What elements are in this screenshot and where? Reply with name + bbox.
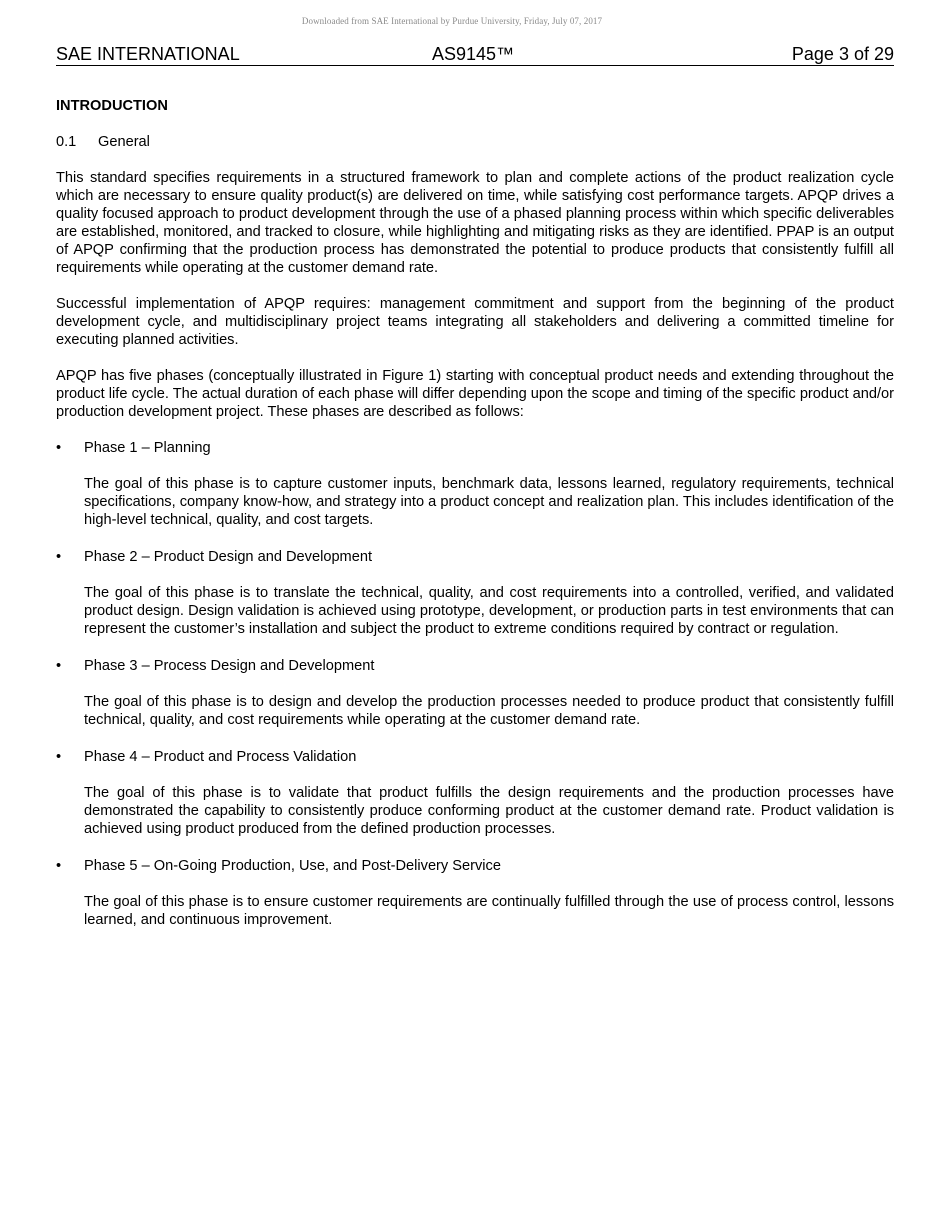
- section-heading: [56, 133, 894, 151]
- bullet-icon: •: [56, 658, 62, 674]
- phase-title: [56, 439, 894, 457]
- paragraph-3: APQP has five phases (conceptually illustrated in Figure 1) starting with conceptual product needs and extending throughout the product life cycle. The actual duration of each phase will differ depending upon the scope and timing of the specific product and/or production development project. These phases are described as follows:: [56, 368, 894, 420]
- phase-title: [56, 657, 894, 675]
- phase-item: [56, 657, 894, 729]
- introduction-heading: INTRODUCTION: [56, 98, 168, 114]
- phase-description: The goal of this phase is to validate that product fulfills the design requirements and the production processes have demonstrated the capability to consistently produce conforming product at the customer demand rate. Product validation is achieved using product produced from the defined production processes.: [84, 785, 894, 837]
- phase-description: The goal of this phase is to translate the technical, quality, and cost requirements into a controlled, verified, and validated product design. Design validation is achieved using prototype, development, or production parts in test environments that can represent the customer’s installation and subject the product to extreme conditions required by contract or regulation.: [84, 585, 894, 637]
- phase-item: [56, 857, 894, 929]
- document-body: [56, 97, 894, 948]
- phase-title-text: Phase 2 – Product Design and Development: [84, 549, 372, 565]
- section-title: General: [98, 134, 150, 150]
- phase-title: [56, 857, 894, 875]
- phase-description: The goal of this phase is to ensure customer requirements are continually fulfilled through the use of process control, lessons learned, and continuous improvement.: [84, 894, 894, 928]
- bullet-icon: •: [56, 440, 62, 456]
- bullet-icon: •: [56, 749, 62, 765]
- phase-title: [56, 548, 894, 566]
- page-header: [56, 43, 894, 66]
- paragraph-2: Successful implementation of APQP requires: management commitment and support from the beginning of the product development cycle, and multidisciplinary project teams integrating all stakeholders and delivering a committed timeline for executing planned activities.: [56, 296, 894, 348]
- phase-title-text: Phase 5 – On-Going Production, Use, and Post-Delivery Service: [84, 858, 501, 874]
- phase-title-text: Phase 4 – Product and Process Validation: [84, 749, 357, 765]
- paragraph-1: This standard specifies requirements in a structured framework to plan and complete actions of the product realization cycle which are necessary to ensure quality product(s) are delivered on time, while satisfying cost performance targets. APQP drives a quality focused approach to product development through the use of a phased planning process within which specific deliverables are established, monitored, and tracked to closure, while highlighting and mitigating risks as they are identified. PPAP is an output of APQP confirming that the production process has demonstrated the potential to produce products that consistently fulfill all requirements while operating at the customer demand rate.: [56, 170, 894, 276]
- bullet-icon: •: [56, 549, 62, 565]
- phase-title-text: Phase 3 – Process Design and Development: [84, 658, 375, 674]
- bullet-icon: •: [56, 858, 62, 874]
- phase-description: The goal of this phase is to capture customer inputs, benchmark data, lessons learned, regulatory requirements, technical specifications, company know-how, and strategy into a product concept and realization plan. This includes identification of the high-level technical, quality, and cost targets.: [84, 476, 894, 528]
- phase-item: [56, 748, 894, 838]
- phase-title: [56, 748, 894, 766]
- section-number: 0.1: [56, 134, 77, 150]
- phase-item: [56, 439, 894, 529]
- phase-description: The goal of this phase is to design and develop the production processes needed to produce product that consistently fulfill technical, quality, and cost requirements while operating at the customer demand rate.: [84, 694, 894, 728]
- download-watermark: Downloaded from SAE International by Purdue University, Friday, July 07, 2017: [301, 16, 603, 26]
- header-document-id: AS9145™: [432, 44, 515, 64]
- header-page-number: Page 3 of 29: [791, 44, 894, 64]
- header-organization: SAE INTERNATIONAL: [56, 44, 240, 64]
- phase-item: [56, 548, 894, 638]
- phase-title-text: Phase 1 – Planning: [84, 440, 211, 456]
